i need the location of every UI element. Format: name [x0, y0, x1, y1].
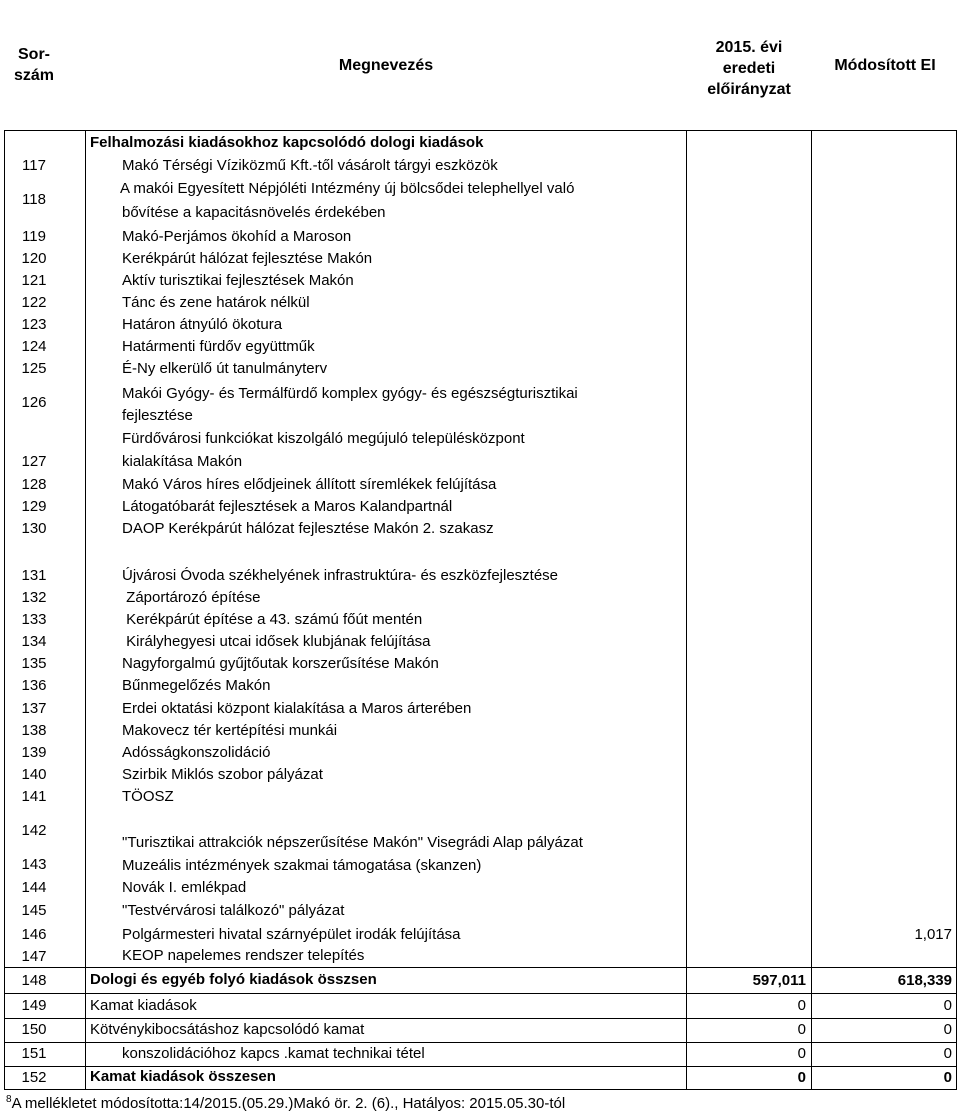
row-number: 130 — [21, 520, 47, 537]
row-number: 141 — [21, 788, 47, 805]
grid-line-left — [4, 130, 5, 1090]
row-number: 150 — [21, 1021, 47, 1038]
row-description: Erdei oktatási központ kialakítása a Maros árterében — [122, 700, 472, 717]
row-number: 119 — [22, 228, 46, 245]
row-description: Makó Térségi Víziközmű Kft.-től vásárolt tárgyi eszközök — [122, 157, 498, 174]
row-description: Makovecz tér kertépítési munkái — [122, 722, 338, 739]
row-eredeti-value: 0 — [797, 1045, 806, 1062]
row-number: 134 — [21, 633, 47, 650]
row-description: Újvárosi Óvoda székhelyének infrastruktúra- és eszközfejlesztése — [122, 567, 559, 584]
row-number: 152 — [21, 1069, 47, 1086]
row-number: 140 — [21, 766, 47, 783]
footnote — [6, 1094, 565, 1112]
row-description: Kerékpárút hálózat fejlesztése Makón — [122, 250, 373, 267]
row-number: 147 — [21, 948, 47, 965]
grid-line-eredeti — [811, 130, 812, 1090]
row-description: Királyhegyesi utcai idősek klubjának felújítása — [122, 633, 431, 650]
row-description-line2: fejlesztése — [122, 407, 193, 424]
header-sorszam-line2: szám — [13, 67, 55, 84]
row-description: Makó Város híres elődjeinek állított síremlékek felújítása — [122, 476, 497, 493]
row-description: Kötvénykibocsátáshoz kapcsolódó kamat — [90, 1021, 365, 1038]
header-eredeti-line3: előirányzat — [707, 80, 791, 98]
row-description: Polgármesteri hivatal szárnyépület irodák felújítása — [122, 926, 461, 943]
row-number: 146 — [21, 926, 47, 943]
header-sorszam-line1: Sor- — [18, 46, 50, 63]
header-eredeti-line2: eredeti — [722, 59, 776, 77]
row-description: Kamat kiadások összesen — [90, 1068, 276, 1085]
header-eredeti — [687, 26, 811, 110]
row-description: Aktív turisztikai fejlesztések Makón — [122, 272, 354, 289]
row-description: Nagyforgalmú gyűjtőutak korszerűsítése Makón — [122, 655, 439, 672]
row-description: Tánc és zene határok nélkül — [122, 294, 310, 311]
row-description: É-Ny elkerülő út tanulmányterv — [122, 360, 328, 377]
row-description: "Testvérvárosi találkozó" pályázat — [122, 902, 345, 919]
row-number: 131 — [21, 567, 47, 584]
row-description: A makói Egyesített Népjóléti Intézmény új bölcsődei telephellyel való — [120, 180, 575, 197]
row-eredeti-value: 0 — [797, 1069, 806, 1086]
row-number: 143 — [21, 856, 47, 873]
row-modositott-value: 0 — [943, 1021, 952, 1038]
row-description: KEOP napelemes rendszer telepítés — [122, 947, 365, 964]
row-number: 132 — [21, 589, 47, 606]
header-megnevezes-label: Megnevezés — [338, 56, 434, 74]
footnote-mark: 8 — [6, 1094, 12, 1105]
grid-line-desc — [686, 130, 687, 1090]
row-number: 135 — [21, 655, 47, 672]
row-number: 144 — [21, 879, 47, 896]
row-description: Kerékpárút építése a 43. számú főút mentén — [122, 611, 423, 628]
row-number: 149 — [21, 997, 47, 1014]
row-number: 120 — [21, 250, 47, 267]
row-description: konszolidációhoz kapcs .kamat technikai tétel — [122, 1045, 425, 1062]
row-number: 127 — [21, 453, 47, 470]
row-number: 136 — [21, 677, 47, 694]
row-modositott-value: 0 — [943, 1069, 952, 1086]
row-eredeti-value: 0 — [797, 997, 806, 1014]
row-eredeti-value: 597,011 — [752, 972, 806, 989]
row-description-line2: kialakítása Makón — [122, 453, 243, 470]
row-description: Kamat kiadások — [90, 997, 197, 1014]
row-description: Határmenti fürdőv együttműk — [122, 338, 315, 355]
row-number: 133 — [21, 611, 47, 628]
header-sorszam — [6, 20, 62, 110]
row-number: 124 — [21, 338, 47, 355]
row-modositott-value: 0 — [943, 1045, 952, 1062]
row-number: 126 — [21, 394, 47, 411]
row-description: Fürdővárosi funkciókat kiszolgáló megújuló településközpont — [122, 430, 525, 447]
row-description: Makó-Perjámos ökohíd a Maroson — [122, 228, 352, 245]
section-title: Felhalmozási kiadásokhoz kapcsolódó dologi kiadások — [90, 134, 484, 151]
row-modositott-value: 0 — [943, 997, 952, 1014]
row-description: TÖOSZ — [122, 788, 174, 805]
row-number: 145 — [21, 902, 47, 919]
footnote-text: A mellékletet módosította:14/2015.(05.29.)Makó ör. 2. (6)., Hatályos: 2015.05.30-tól — [11, 1095, 566, 1112]
row-description: DAOP Kerékpárút hálózat fejlesztése Makón 2. szakasz — [122, 520, 494, 537]
row-description: Záportározó építése — [122, 589, 261, 606]
row-description: Novák I. emlékpad — [122, 879, 247, 896]
row-description: Adósságkonszolidáció — [122, 744, 271, 761]
row-number: 129 — [21, 498, 47, 515]
row-description: Bűnmegelőzés Makón — [122, 677, 271, 694]
grid-line-top — [4, 130, 957, 131]
header-modositott — [812, 20, 958, 110]
row-description-line2: bővítése a kapacitásnövelés érdekében — [122, 204, 386, 221]
grid-line-right — [956, 130, 957, 1090]
row-modositott-value: 1,017 — [914, 926, 952, 943]
row-number: 128 — [21, 476, 47, 493]
grid-line-bottom — [4, 1089, 957, 1090]
row-description: Makói Gyógy- és Termálfürdő komplex gyógy- és egészségturisztikai — [122, 385, 578, 402]
row-number: 117 — [22, 157, 46, 174]
row-description: Látogatóbarát fejlesztések a Maros Kalandpartnál — [122, 498, 453, 515]
row-modositott-value: 618,339 — [897, 972, 952, 989]
row-description: Szirbik Miklós szobor pályázat — [122, 766, 323, 783]
row-number: 148 — [21, 972, 47, 989]
row-eredeti-value: 0 — [797, 1021, 806, 1038]
row-description: Muzeális intézmények szakmai támogatása (skanzen) — [122, 857, 482, 874]
header-eredeti-line1: 2015. évi — [715, 38, 783, 56]
row-number: 138 — [21, 722, 47, 739]
grid-line-row147 — [4, 967, 957, 968]
header-modositott-label: Módosított EI — [834, 56, 936, 74]
row-description: "Turisztikai attrakciók népszerűsítése Makón" Visegrádi Alap pályázat — [122, 834, 583, 851]
grid-line-num — [85, 130, 86, 1090]
grid-line-row148 — [4, 993, 957, 994]
header-megnevezes — [86, 20, 686, 110]
row-description: Dologi és egyéb folyó kiadások összsen — [90, 971, 377, 988]
row-number: 142 — [21, 822, 47, 839]
row-number: 121 — [21, 272, 47, 289]
row-number: 151 — [21, 1045, 47, 1062]
row-number: 123 — [21, 316, 47, 333]
row-number: 139 — [21, 744, 47, 761]
row-number: 118 — [22, 191, 46, 208]
row-number: 137 — [21, 700, 47, 717]
row-description: Határon átnyúló ökotura — [122, 316, 283, 333]
row-number: 125 — [21, 360, 47, 377]
row-number: 122 — [21, 294, 47, 311]
